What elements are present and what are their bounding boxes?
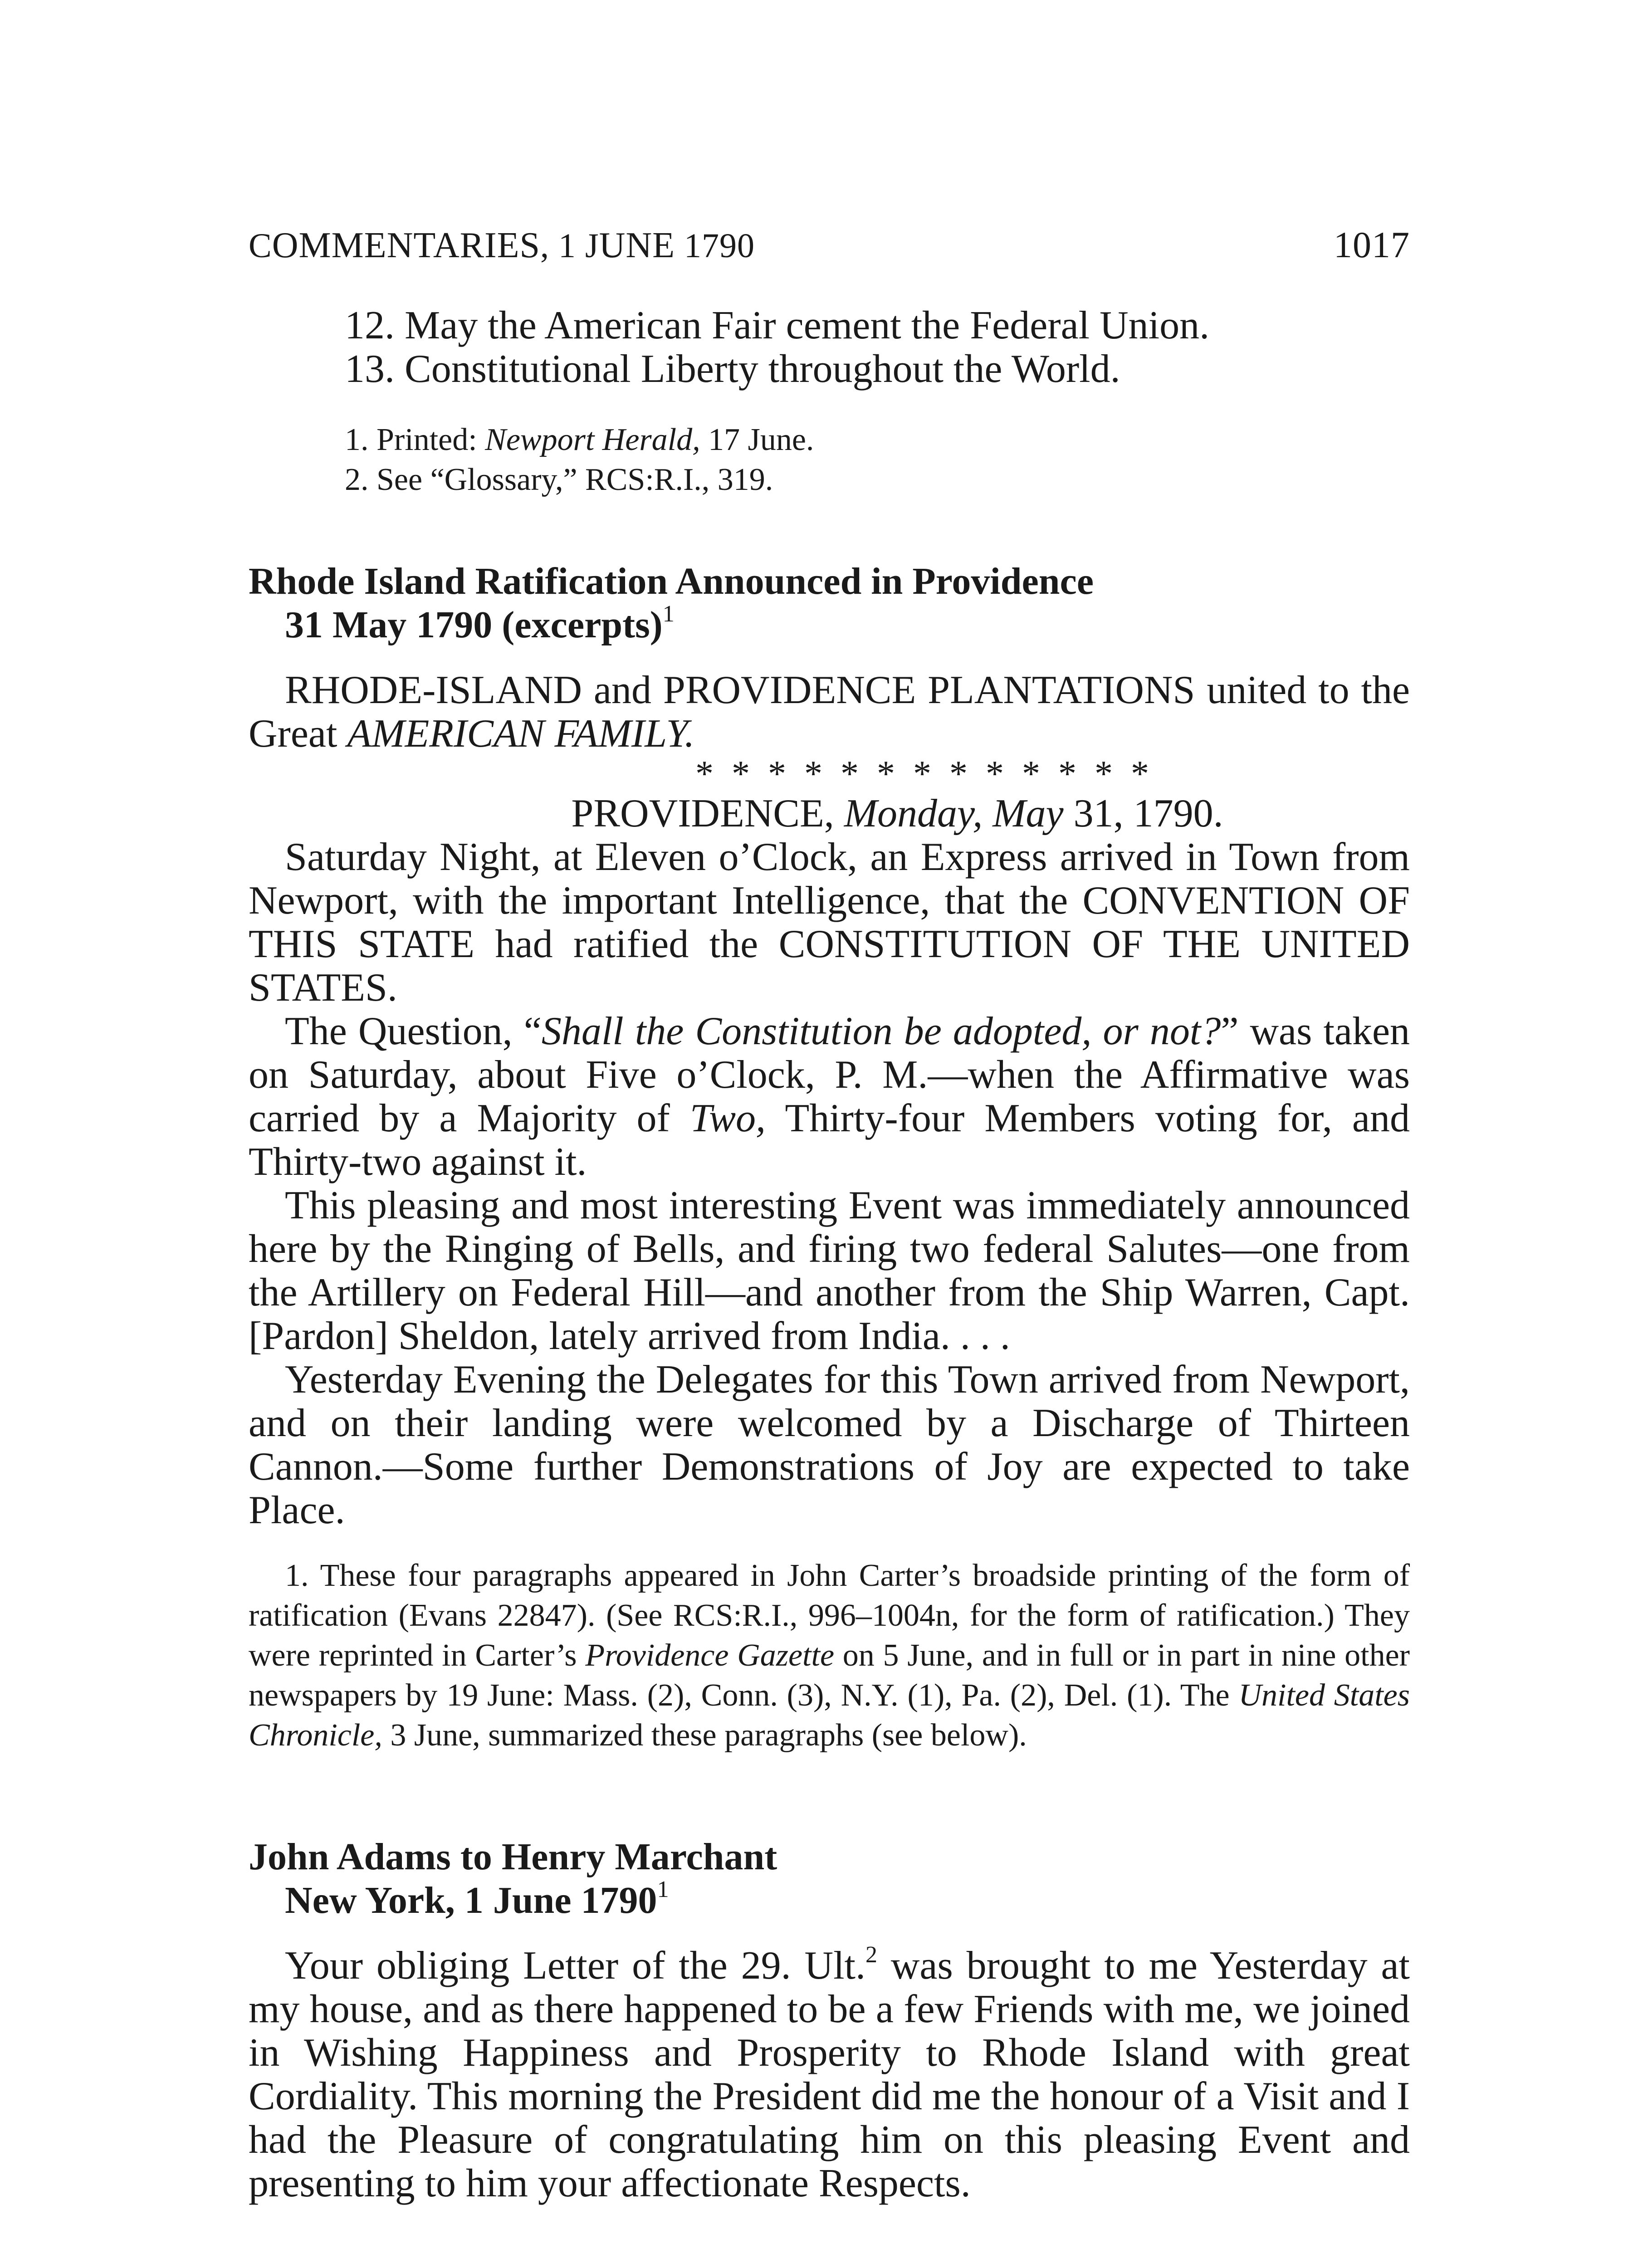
running-head-title-end: 1790 <box>675 227 755 265</box>
paragraph-question <box>249 1010 1410 1184</box>
paragraph-text: Thirty-four Members voting for, and Thirty-two against it. <box>249 1096 1410 1184</box>
footnote-text: on 5 June, and in full or in part in nine other newspapers by 19 June: Mass. (2), Conn. (3), N.Y. (1), Pa. (2), Del. (1). The <box>249 1638 1410 1713</box>
footnote-text: 1. These four paragraphs appeared in John Carter’s broadside printing of the form of ratification (Evans 22847). (See RCS:R.I., 996–1004n, for the form of ratification.) They were reprinted in Carter’s <box>249 1558 1410 1673</box>
heading-line-1: Rhode Island Ratification Announced in Providence <box>249 560 1094 602</box>
paragraph-italic: Shall the Constitution be adopted, or not? <box>541 1009 1221 1053</box>
running-head-title-mid: , 1 J <box>540 227 599 265</box>
footnote-marker: 1 <box>662 601 675 627</box>
heading-line-2 <box>249 603 1410 647</box>
adams-letter-body <box>249 1941 1410 2205</box>
heading-date: 31 May 1790 (excerpts) <box>285 604 663 646</box>
paragraph-delegates: Yesterday Evening the Delegates for this Town arrived from Newport, and on their landing were welcomed by a Discharge of Thirteen Cannon.—Some further Demonstrations of Joy are expected to take Place. <box>249 1358 1410 1532</box>
toast-list <box>249 304 1410 391</box>
paragraph-text: RHODE-ISLAND and PROVIDENCE PLANTATIONS united to the Great <box>249 668 1410 756</box>
paragraph-announcement <box>249 669 1410 756</box>
page-number: 1017 <box>1334 224 1410 265</box>
running-head-title <box>249 223 755 269</box>
footnote-paragraph <box>249 1556 1410 1755</box>
toast-12: 12. May the American Fair cement the Federal Union. <box>345 303 1210 347</box>
footnote-text: 17 June. <box>700 422 814 457</box>
dateline-italic: Monday, <box>844 792 983 836</box>
paragraph-text: ” was taken on Saturday, about Five o’Clock, P. M.—when the Affirmative was carried by a Majority of <box>249 1009 1410 1140</box>
footnote-italic: United States Chronicle, <box>249 1678 1410 1753</box>
heading-date: New York, 1 June 1790 <box>285 1879 657 1921</box>
footnote-italic: Newport Herald, <box>485 422 700 457</box>
footnote-italic: Providence Gazette <box>585 1638 835 1673</box>
footnote-text: 3 June, summarized these paragraphs (see below). <box>382 1718 1027 1753</box>
paragraph-italic: Two, <box>689 1096 766 1140</box>
text-column <box>249 222 1410 2205</box>
toast-footnotes <box>249 420 1410 500</box>
paragraph-celebration: This pleasing and most interesting Event was immediately announced here by the Ringing of Bells, and firing two federal Salutes—one from the Artillery on Federal Hill—and another from the Ship Warren, Capt. [Pardon] Sheldon, lately arrived from India. . . . <box>249 1183 1410 1358</box>
dateline <box>249 792 1410 836</box>
footnote-marker: 1 <box>657 1877 669 1902</box>
paragraph-express: Saturday Night, at Eleven o’Clock, an Express arrived in Town from Newport, with the important Intelligence, that the CONVENTION OF THIS STATE had ratified the CONSTITUTION OF THE UNITED STATES. <box>249 835 1410 1010</box>
running-head-title-initial: C <box>249 227 272 265</box>
paragraph-text: Your obliging Letter of the 29. Ult. <box>285 1944 865 1988</box>
heading-line-2 <box>249 1879 1410 1922</box>
paragraph-text: was brought to me Yesterday at my house, and as there happened to be a few Friends with me, we joined in Wishing Happiness and Prosperity to Rhode Island with great Cordiality. This morning the President did me the honour of a Visit and I had the Pleasure of congratulating him on this pleasing Event and presenting to him your affectionate Respects. <box>249 1944 1410 2205</box>
running-head-title-smallcaps2: UNE <box>599 225 675 265</box>
ratification-footnote <box>249 1556 1410 1755</box>
section-heading-ratification <box>249 560 1410 647</box>
paragraph-italic: AMERICAN FAMILY. <box>347 712 695 756</box>
toast-13: 13. Constitutional Liberty throughout the World. <box>345 347 1120 391</box>
paragraph-letter <box>249 1941 1410 2205</box>
dateline-italic: May <box>993 792 1064 836</box>
asterisk-divider: * * * * * * * * * * * * * <box>695 754 1154 794</box>
footnote-text: 1. Printed: <box>345 422 485 457</box>
dateline-text: 31, 1790. <box>1063 792 1223 836</box>
paragraph-text: The Question, “ <box>285 1009 542 1053</box>
dateline-text: PROVIDENCE, <box>571 792 844 836</box>
section-heading-adams-letter <box>249 1835 1410 1922</box>
ratification-body <box>249 669 1410 1532</box>
dateline-text <box>983 792 993 836</box>
footnote-marker: 2 <box>865 1941 877 1968</box>
toast-footnote-2: 2. See “Glossary,” RCS:R.I., 319. <box>345 462 773 497</box>
heading-line-1: John Adams to Henry Marchant <box>249 1836 777 1878</box>
running-head-title-smallcaps: OMMENTARIES <box>272 225 540 265</box>
toast-footnote-1 <box>345 420 1410 460</box>
running-head <box>249 222 1410 269</box>
